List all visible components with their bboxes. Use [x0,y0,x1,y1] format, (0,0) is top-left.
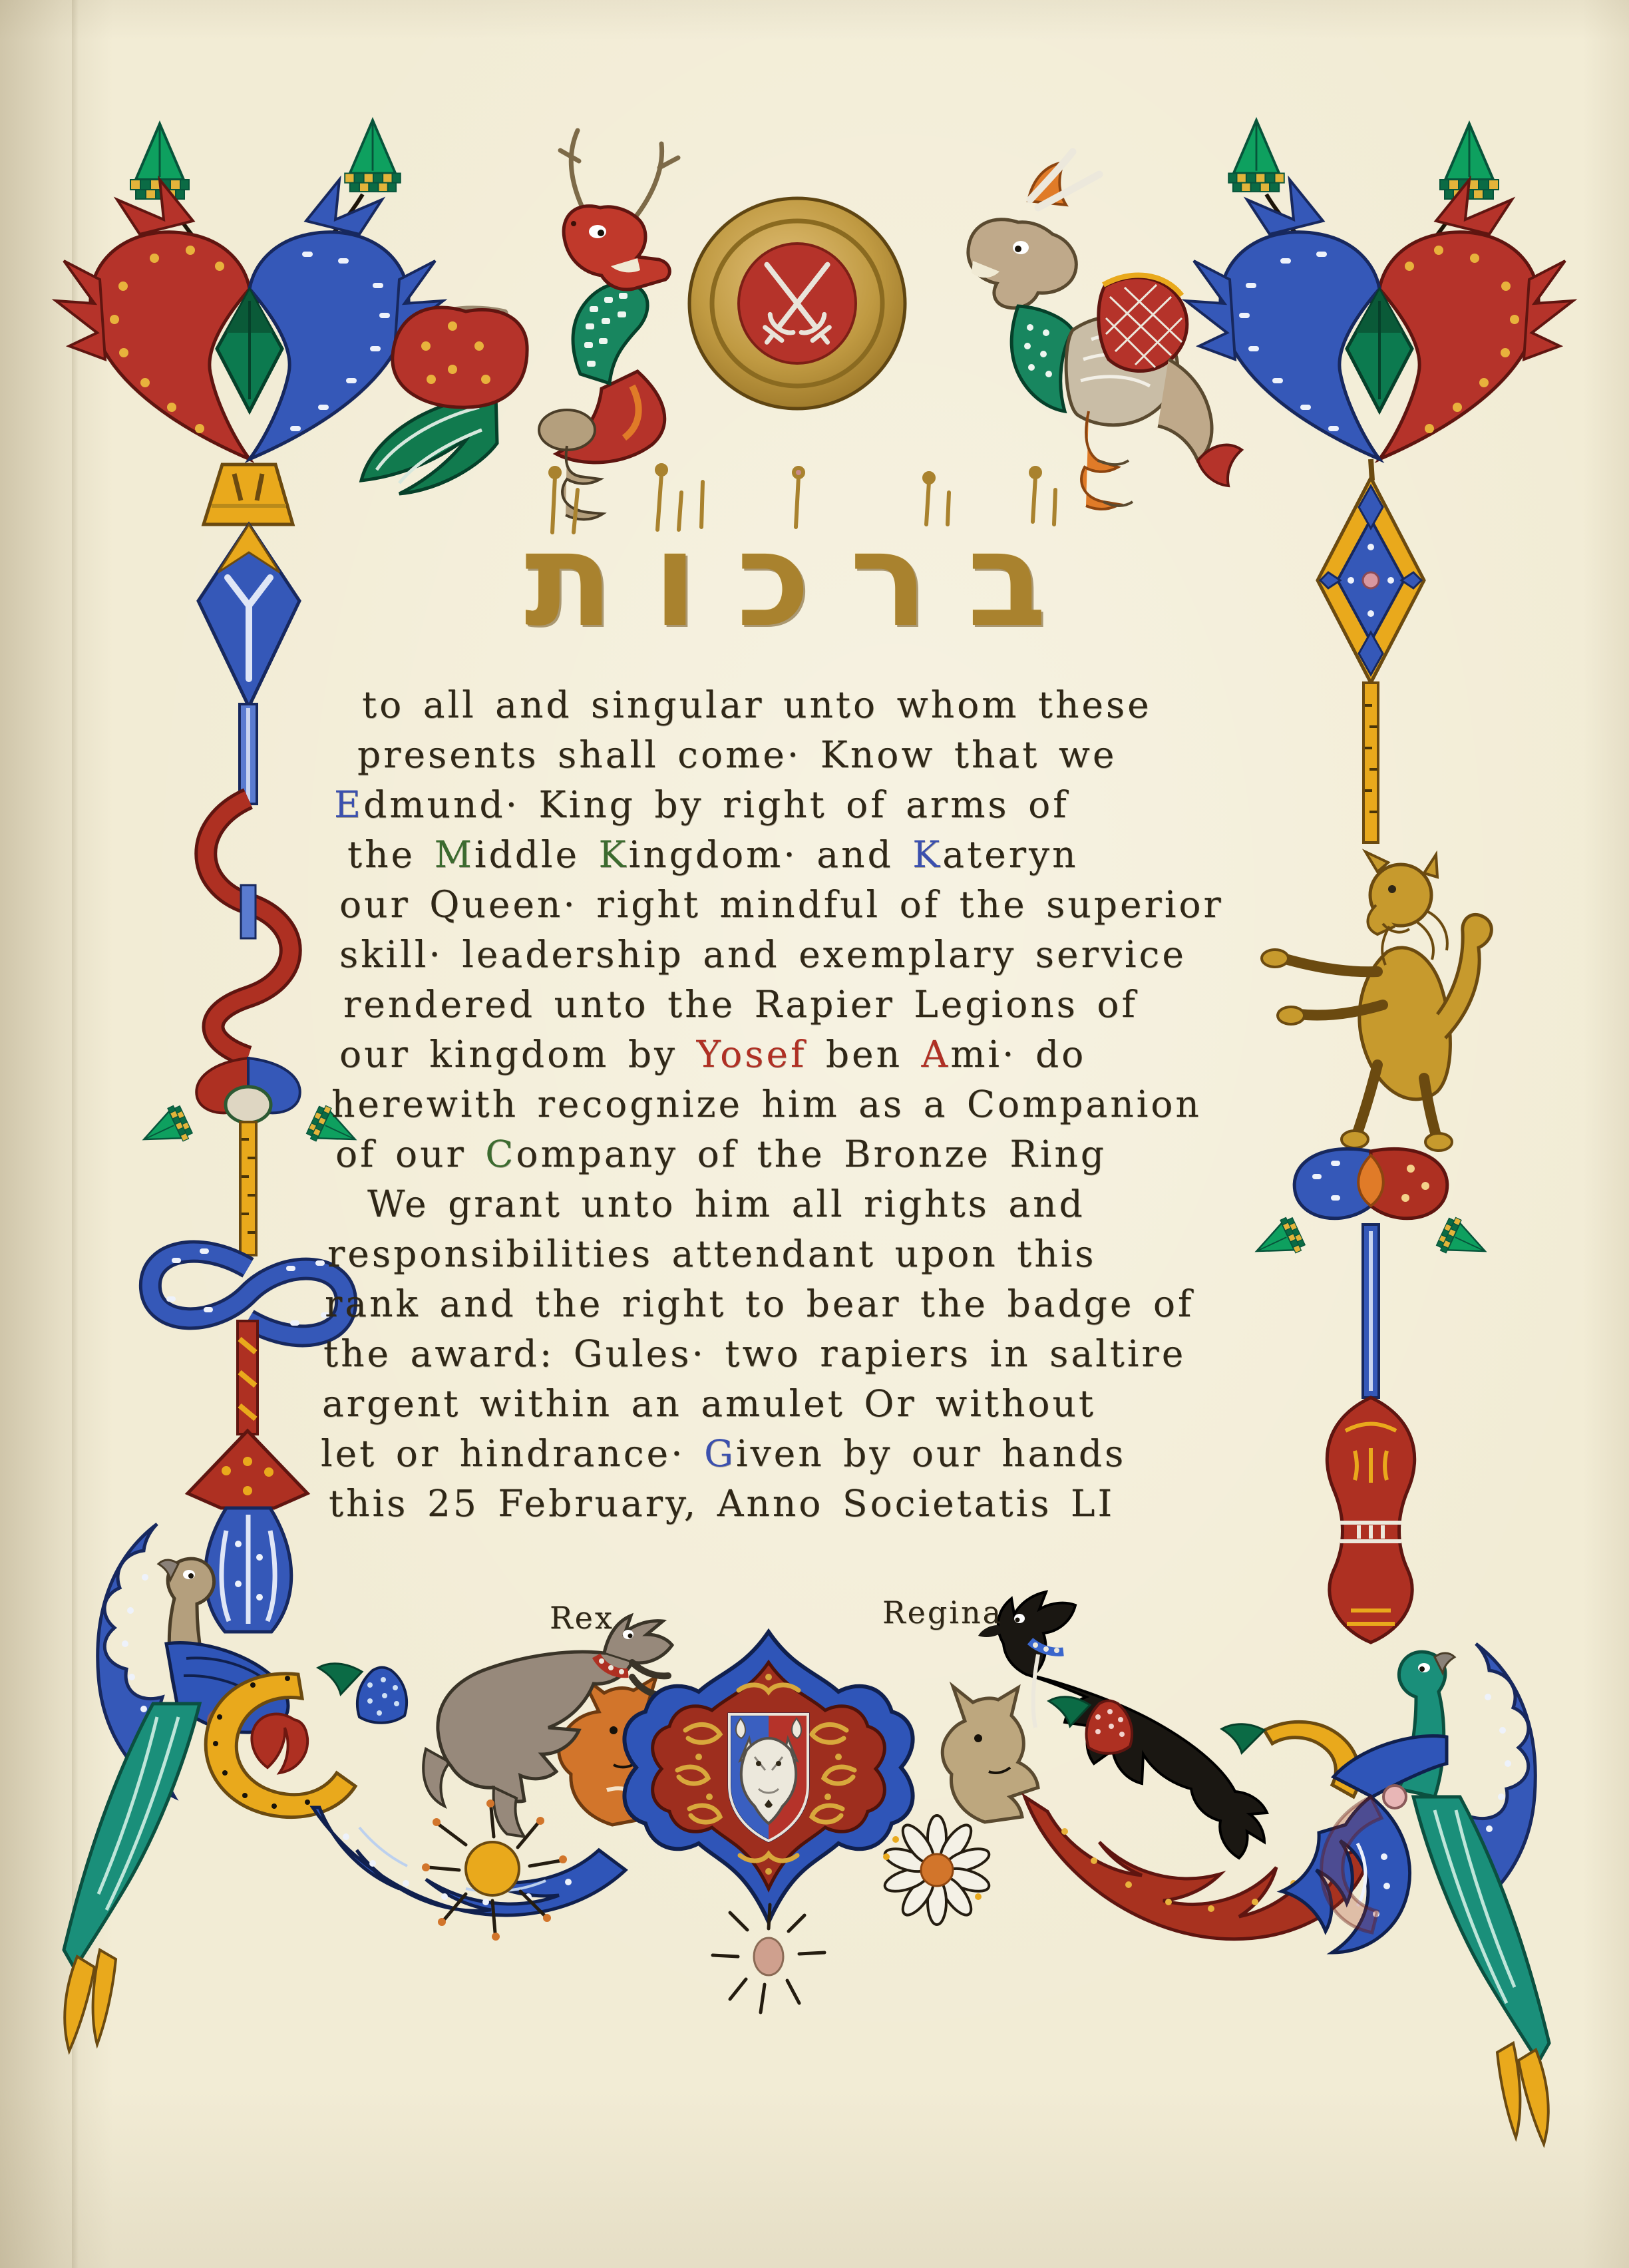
wolf-head-shield [729,1714,808,1841]
gold-roundel-with-crossed-rapiers [689,198,905,409]
text-line [321,1229,1226,1279]
tan-fox-head [942,1686,1038,1822]
text-segment: of our [335,1133,486,1175]
text-segment: dmund· King by right of arms of [363,783,1069,826]
text-segment: to all and singular unto whom these [362,683,1152,726]
text-line [321,1429,1226,1479]
bottom-right-peacock-corner [1322,1644,1549,2144]
text-segment: rendered unto the Rapier Legions of [343,983,1138,1026]
text-segment: ateryn [942,833,1079,876]
text-line [321,930,1226,980]
text-segment: let or hindrance· [321,1432,705,1475]
red-pinecone [1049,1697,1132,1754]
text-segment: responsibilities attendant upon this [327,1232,1097,1275]
top-right-corner-knot [1186,120,1573,459]
text-segment: E [334,783,364,826]
text-segment: our kingdom by [339,1033,697,1075]
blue-pinecone [318,1664,407,1723]
text-line [321,1479,1226,1529]
text-segment: argent within an amulet Or without [322,1382,1097,1425]
text-segment: ingdom· and [628,833,913,876]
sun-motif [422,1799,567,1941]
text-line [321,830,1226,880]
top-left-corner-knot [56,120,443,459]
text-line [321,730,1226,780]
sparkle-motif [713,1905,824,2012]
rex-label: Rex [550,1600,614,1636]
text-segment: mi· do [950,1033,1087,1075]
text-segment: G [704,1432,737,1475]
text-segment: A [921,1033,951,1075]
text-segment: this 25 February, Anno Societatis LI [329,1482,1115,1525]
text-segment: Yosef [696,1033,807,1075]
text-line [321,1279,1226,1329]
text-segment: K [598,833,629,876]
left-wyvern [361,130,678,520]
text-segment: C [485,1133,516,1175]
text-segment: skill· leadership and exemplary service [339,933,1186,976]
text-line [321,980,1226,1030]
scroll-body-text [321,680,1226,1529]
text-line [321,780,1226,830]
hebrew-title-berakhot: ברכות [524,504,1086,656]
text-segment: ompany of the Bronze Ring [516,1133,1107,1175]
text-segment: ben [807,1033,922,1075]
text-segment: the award: Gules· two rapiers in saltire [323,1332,1186,1375]
text-line [321,880,1226,930]
text-line [321,1379,1226,1429]
text-segment: rank and the right to bear the badge of [325,1282,1194,1325]
text-segment: iddle [474,833,599,876]
text-line [321,1179,1226,1229]
regina-label: Regina [882,1595,1003,1630]
text-segment: M [434,833,474,876]
text-line [321,1079,1226,1129]
text-line [321,1129,1226,1179]
text-segment: presents shall come· Know that we [357,733,1117,776]
text-segment: iven by our hands [736,1432,1127,1475]
right-border-staff [1249,459,1493,1642]
text-segment: the [347,833,435,876]
daisy-motif [882,1815,992,1925]
text-line [321,1329,1226,1379]
text-segment: K [912,833,943,876]
right-wyvern [968,152,1242,509]
text-line [321,1030,1226,1079]
text-segment: herewith recognize him as a Companion [331,1083,1202,1125]
rampant-lion [1262,852,1491,1151]
text-line [321,680,1226,730]
text-segment: our Queen· right mindful of the superior [339,883,1224,926]
text-segment: We grant unto him all rights and [367,1183,1085,1225]
